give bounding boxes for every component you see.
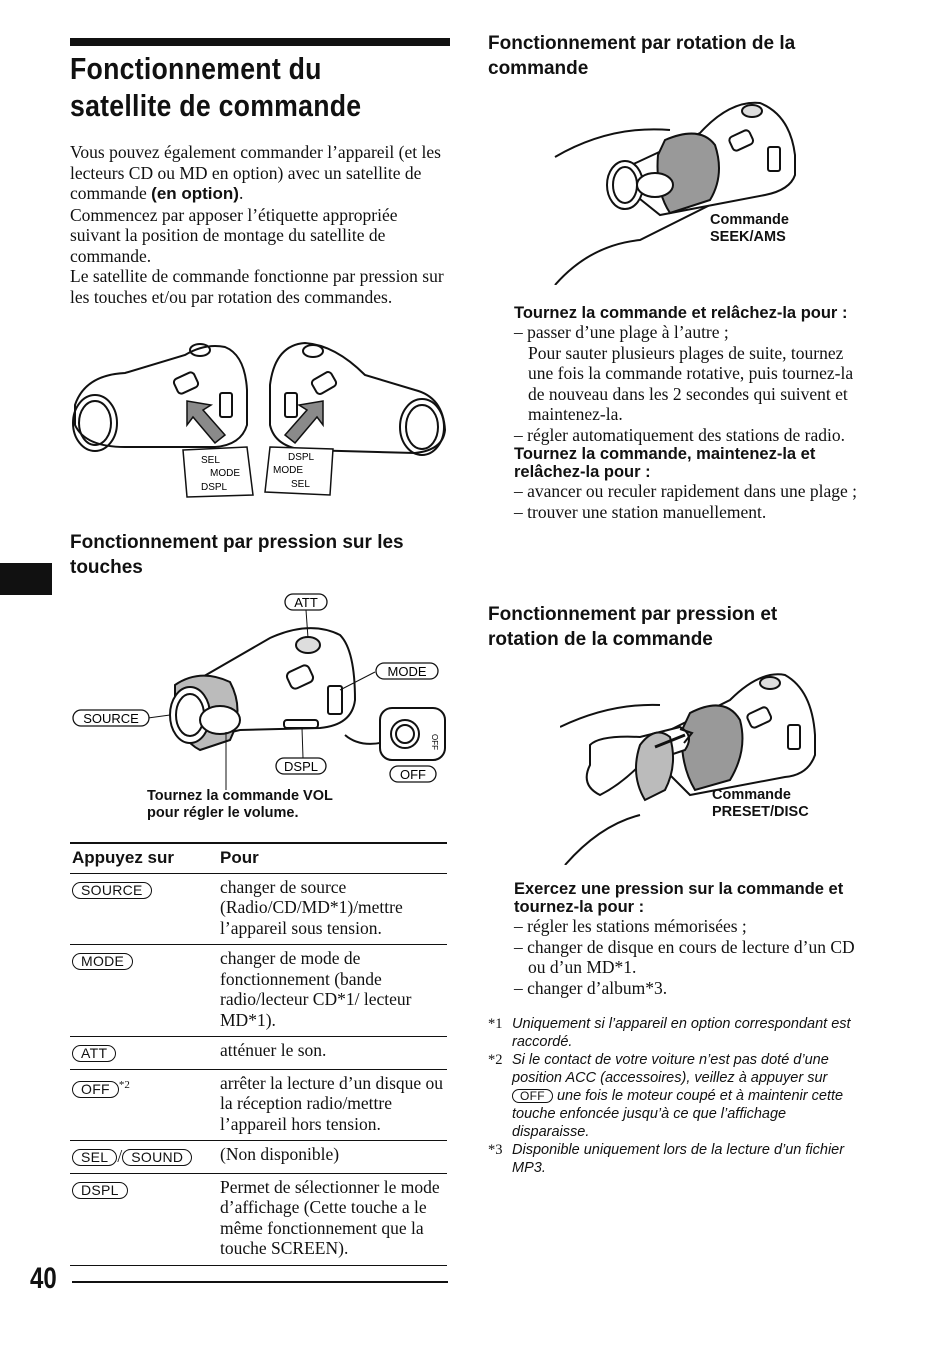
key-badge: OFF xyxy=(72,1081,119,1098)
footer-rule xyxy=(72,1281,448,1283)
rotate-item-2: Pour sauter plusieurs plages de suite, tournez une fois la commande rotative, puis tournez-la de nouveau dans les 2 secondes qui suivent et maintenez-la. xyxy=(528,342,854,424)
table-row xyxy=(70,1037,447,1070)
table-cell-description: Permet de sélectionner le mode d’affichage (Cette touche a le même fonctionnement que la touche SCREEN). xyxy=(218,1173,447,1265)
key-badge: SOUND xyxy=(122,1149,192,1166)
footnote-1: *1 Uniquement si l’appareil en option correspondant est raccordé. xyxy=(488,1016,851,1050)
table-row xyxy=(70,1069,447,1141)
rotate-item-4: – avancer ou reculer rapidement dans une plage ; xyxy=(514,481,858,501)
table-cell-key xyxy=(70,1069,218,1141)
key-badge: DSPL xyxy=(72,1182,128,1199)
key-badge: SOURCE xyxy=(72,882,152,899)
function-table-wrap xyxy=(70,842,447,1266)
rotate-item-5: – trouver une station manuellement. xyxy=(514,501,767,522)
seek-ams-caption: Commande SEEK/AMS xyxy=(710,212,789,245)
press-section-heading: Fonctionnement par pression sur les touches xyxy=(70,532,404,578)
press-rotate-item-3: – changer d’album*3. xyxy=(514,977,668,998)
intro-paragraph-3: Le satellite de commande fonctionne par pression sur les touches et/ou par rotation des commandes. xyxy=(70,266,444,307)
title-rule xyxy=(70,38,450,46)
section-tab-marker xyxy=(0,563,52,595)
press-rotate-subheading: Exercez une pression sur la commande et tournez-la pour : xyxy=(514,880,844,916)
table-row xyxy=(70,873,447,945)
off-switch-text: OFF xyxy=(430,734,439,750)
table-row xyxy=(70,1173,447,1265)
table-cell-key xyxy=(70,1141,218,1174)
table-cell-description: arrêter la lecture d’un disque ou la réception radio/mettre l’appareil hors tension. xyxy=(218,1069,447,1141)
rotate-instructions xyxy=(514,304,864,522)
table-cell-description: changer de source (Radio/CD/MD*1)/mettre l’appareil sous tension. xyxy=(218,873,447,945)
mode-key: MODE xyxy=(387,664,427,679)
source-key: SOURCE xyxy=(83,711,139,726)
table-cell-description: atténuer le son. xyxy=(218,1037,447,1070)
preset-disc-caption: Commande PRESET/DISC xyxy=(712,787,809,820)
footnote-ref: *2 xyxy=(118,1078,130,1091)
intro-paragraph-1: Vous pouvez également commander l’appareil (et les lecteurs CD ou MD en option) avec un satellite de commande (en option). xyxy=(70,142,441,203)
press-rotate-item-1: – régler les stations mémorisées ; xyxy=(514,916,747,936)
rotate-subheading-1: Tournez la commande et relâchez-la pour : xyxy=(514,304,848,322)
table-row xyxy=(70,1141,447,1174)
rotate-item-1: – passer d’une plage à l’autre ; xyxy=(514,322,729,342)
page-title: Fonctionnement du satellite de commande xyxy=(70,51,362,123)
dspl-key: DSPL xyxy=(284,759,318,774)
rotate-figure xyxy=(550,95,810,285)
right-label-mode: MODE xyxy=(273,465,303,476)
press-rotate-heading: Fonctionnement par pression et rotation de la commande xyxy=(488,604,778,650)
footnote-3: *3 Disponible uniquement lors de la lecture d’un fichier MP3. xyxy=(488,1142,845,1176)
left-label-dspl: DSPL xyxy=(201,482,228,493)
rotate-subheading-2: Tournez la commande, maintenez-la et relâchez-la pour : xyxy=(514,445,816,481)
press-rotate-item-2: – changer de disque en cours de lecture d’un CD ou d’un MD*1. xyxy=(514,936,855,977)
table-row xyxy=(70,945,447,1037)
off-key: OFF xyxy=(400,767,426,782)
page-number: 40 xyxy=(30,1262,57,1295)
intro-text xyxy=(70,142,445,307)
left-label-mode: MODE xyxy=(210,468,240,479)
press-rotate-instructions xyxy=(514,880,864,998)
left-label-sel: SEL xyxy=(201,455,220,466)
rotate-item-3: – régler automatiquement des stations de radio. xyxy=(514,424,845,445)
table-cell-description: changer de mode de fonctionnement (bande radio/lecteur CD*1/ lecteur MD*1). xyxy=(218,945,447,1037)
table-cell-key xyxy=(70,1173,218,1265)
table-cell-key xyxy=(70,873,218,945)
col-header-purpose: Pour xyxy=(218,843,447,873)
intro-paragraph-2: Commencez par apposer l’étiquette appropriée suivant la position de montage du satellite de commande. xyxy=(70,204,398,266)
att-key: ATT xyxy=(294,595,318,610)
table-cell-key xyxy=(70,945,218,1037)
function-table xyxy=(70,842,447,1266)
off-key-inline: OFF xyxy=(512,1089,553,1103)
table-cell-key xyxy=(70,1037,218,1070)
rotate-section-heading: Fonctionnement par rotation de la commande xyxy=(488,33,796,79)
vol-caption: Tournez la commande VOL pour régler le volume. xyxy=(147,788,333,821)
key-separator: / xyxy=(117,1146,123,1166)
col-header-press: Appuyez sur xyxy=(70,843,218,873)
label-placement-figure xyxy=(65,335,450,500)
footnotes xyxy=(488,1015,862,1177)
key-badge: SEL xyxy=(72,1149,117,1166)
right-label-sel: SEL xyxy=(291,479,310,490)
key-badge: ATT xyxy=(72,1045,116,1062)
footnote-2: *2 Si le contact de votre voiture n’est pas doté d’une position ACC (accessoires), veillez à appuyer sur OFF une fois le moteur coupé et à maintenir cette touche enfoncée jusqu’à ce que l’affichage disparaisse. xyxy=(488,1052,844,1140)
right-label-dspl: DSPL xyxy=(288,452,315,463)
key-badge: MODE xyxy=(72,953,133,970)
press-rotate-figure xyxy=(560,665,820,865)
table-cell-description: (Non disponible) xyxy=(218,1141,447,1174)
